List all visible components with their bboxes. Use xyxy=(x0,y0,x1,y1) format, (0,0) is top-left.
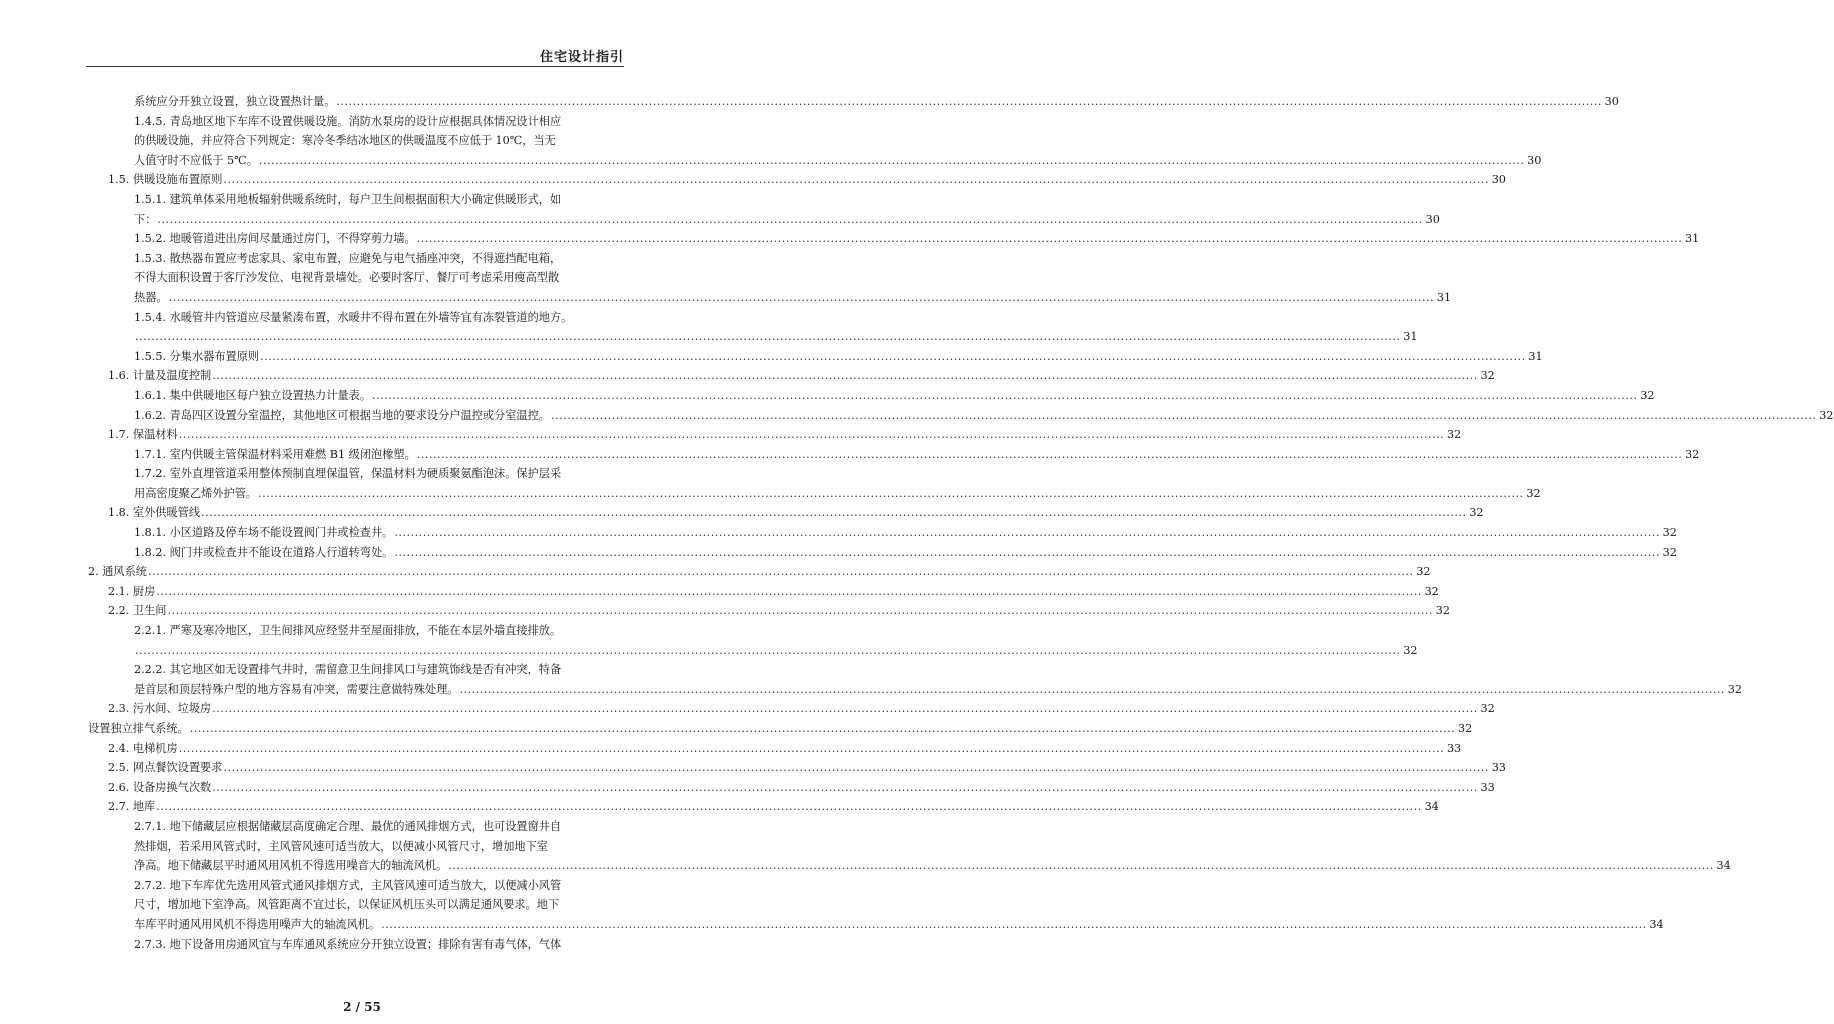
toc-entry[interactable] xyxy=(0,347,1543,367)
toc-entry[interactable] xyxy=(0,151,1542,171)
toc-page-number: 32 xyxy=(1662,545,1677,559)
toc-leader-dots xyxy=(179,739,1445,759)
toc-entry-text: 人值守时不应低于 5℃。 xyxy=(134,153,258,167)
toc-entry-text: 1.8.1. 小区道路及停车场不能设置阀门井或检查井。 xyxy=(134,526,394,540)
toc-page-number: 30 xyxy=(1425,212,1440,226)
toc-page-number: 33 xyxy=(1480,780,1495,794)
toc-leader-dots xyxy=(156,582,1422,602)
toc-entry-text: 1.6.2. 青岛四区设置分室温控，其他地区可根据当地的要求设分户温控或分室温控。 xyxy=(134,408,550,422)
toc-leader-dots xyxy=(212,778,1478,798)
toc-entry-text: 2.5. 网点餐饮设置要求 xyxy=(108,761,223,775)
toc-leader-dots xyxy=(135,641,1401,661)
toc-page-number: 32 xyxy=(1727,682,1742,696)
toc-entry-text: 1.6.1. 集中供暖地区每户独立设置热力计量表。 xyxy=(134,388,371,402)
page-header xyxy=(86,44,624,67)
toc-entry xyxy=(0,621,724,641)
toc-entry xyxy=(0,895,724,915)
toc-leader-dots xyxy=(394,543,1660,563)
toc-entry[interactable] xyxy=(0,778,1495,798)
toc-entry xyxy=(0,464,724,484)
toc-page-number: 34 xyxy=(1716,859,1731,873)
toc-entry[interactable] xyxy=(0,582,1439,602)
toc-entry-text: 热器。 xyxy=(134,290,168,304)
toc-entry xyxy=(0,935,724,955)
toc-entry[interactable] xyxy=(0,425,1462,445)
toc-entry-text: 尺寸，增加地下室净高。风管距离不宜过长，以保证风机压头可以满足通风要求。地下 xyxy=(134,898,560,912)
toc-page-number: 32 xyxy=(1480,369,1495,383)
toc-entry-text: 2. 通风系统 xyxy=(88,565,147,579)
toc-leader-dots xyxy=(260,347,1526,367)
toc-entry-text: 1.6. 计量及温度控制 xyxy=(108,369,212,383)
toc-entry-text: 系统应分开独立设置，独立设置热计量。 xyxy=(134,95,336,108)
toc-entry-text: 2.4. 电梯机房 xyxy=(108,741,178,755)
toc-page-number: 32 xyxy=(1424,584,1439,598)
toc-entry xyxy=(0,308,724,328)
toc-entry-text: 1.7. 保温材料 xyxy=(108,428,178,442)
toc-page-number: 31 xyxy=(1528,349,1543,363)
toc-page-number: 30 xyxy=(1604,95,1619,108)
toc-page-number: 32 xyxy=(1640,388,1655,402)
toc-page-number: 32 xyxy=(1819,408,1834,422)
toc-entry[interactable] xyxy=(0,406,1834,426)
toc-entry-text: 1.5.1. 建筑单体采用地板辐射供暖系统时，每户卫生间根据面积大小确定供暖形式，如 xyxy=(134,192,562,206)
toc-entry[interactable] xyxy=(0,699,1495,719)
toc-page-number: 32 xyxy=(1446,428,1462,442)
toc-page-number: 33 xyxy=(1446,741,1462,755)
toc-page-number: 32 xyxy=(1457,722,1473,735)
toc-entry-text: 2.7. 地库 xyxy=(108,800,156,814)
toc-entry-text: 1.8. 室外供暖管线 xyxy=(108,506,201,520)
toc-page-number: 34 xyxy=(1424,800,1439,814)
toc-leader-dots xyxy=(157,210,1423,230)
toc-leader-dots xyxy=(394,523,1660,543)
toc-entry-text: 1.5. 供暖设施布置原则 xyxy=(108,173,223,187)
toc-entry-text: 2.7.2. 地下车库优先选用风管式通风排烟方式，主风管风速可适当放大，以便减小风管 xyxy=(134,878,562,892)
toc-entry xyxy=(0,817,724,837)
toc-page-number: 30 xyxy=(1491,173,1506,187)
toc-entry-text: 1.8.2. 阀门井或检查井不能设在道路人行道转弯处。 xyxy=(134,545,394,559)
toc-entry xyxy=(0,112,724,132)
toc-entry xyxy=(0,837,724,857)
toc-entry[interactable] xyxy=(0,856,1731,876)
toc-entry-text: 2.1. 厨房 xyxy=(108,584,156,598)
toc-leader-dots xyxy=(135,327,1401,347)
toc-entry[interactable] xyxy=(0,288,1452,308)
toc-entry-text: 不得大面积设置于客厅沙发位、电视背景墙处。必要时客厅、餐厅可考虑采用瘦高型散 xyxy=(134,271,560,285)
toc-page-number: 34 xyxy=(1649,917,1664,931)
toc-entry-text: 设置独立排气系统。 xyxy=(88,722,189,735)
toc-entry[interactable] xyxy=(0,719,1473,739)
toc-leader-dots xyxy=(201,503,1467,523)
toc-entry[interactable] xyxy=(0,386,1655,406)
toc-page-number: 31 xyxy=(1403,330,1418,344)
toc-page-number: 32 xyxy=(1469,506,1484,520)
toc-leader-dots xyxy=(459,680,1725,700)
toc-entry[interactable] xyxy=(0,601,1450,621)
toc-entry-text: 2.2.1. 严寒及寒冷地区，卫生间排风应经竖井至屋面排放，不能在本层外墙直接排放。 xyxy=(134,624,562,638)
toc-page-number: 32 xyxy=(1662,526,1677,540)
toc-entry[interactable] xyxy=(0,445,1700,465)
header-title: 住宅设计指引 xyxy=(539,50,624,65)
toc-entry[interactable] xyxy=(0,641,1418,661)
toc-entry-text: 1.5.5. 分集水器布置原则 xyxy=(134,349,260,363)
toc-entry-text: 2.7.3. 地下设备用房通风宜与车库通风系统应分开独立设置；排除有害有毒气体，气体 xyxy=(134,937,562,951)
toc-entry[interactable] xyxy=(0,543,1677,563)
toc-entry-text: 用高密度聚乙烯外护管。 xyxy=(134,486,258,500)
toc-leader-dots xyxy=(223,170,1489,190)
toc-page-number: 32 xyxy=(1416,565,1431,579)
toc-leader-dots xyxy=(417,445,1683,465)
toc-entry[interactable] xyxy=(0,327,1418,347)
toc-entry xyxy=(0,190,724,210)
toc-entry[interactable] xyxy=(0,92,1619,112)
toc-entry-text: 1.5.2. 地暖管道进出房间尽量通过房门，不得穿剪力墙。 xyxy=(134,232,416,246)
toc-entry[interactable] xyxy=(0,170,1506,190)
toc-page-number: 31 xyxy=(1685,232,1700,246)
toc-entry-text: 2.6. 设备房换气次数 xyxy=(108,780,212,794)
toc-entry xyxy=(0,268,724,288)
toc-entry-text: 然排烟，若采用风管式时，主风管风速可适当放大，以便减小风管尺寸，增加地下室 xyxy=(134,839,548,853)
toc-page-number: 33 xyxy=(1491,761,1506,775)
toc-leader-dots xyxy=(212,366,1478,386)
toc-entry xyxy=(0,876,724,896)
toc-page-number: 31 xyxy=(1436,290,1452,304)
toc-entry-text: 车库平时通风用风机不得选用噪声大的轴流风机。 xyxy=(134,917,381,931)
toc-entry-text: 1.4.5. 青岛地区地下车库不设置供暖设施。消防水泵房的设计应根据具体情况设计相应 xyxy=(134,114,562,128)
toc-leader-dots xyxy=(448,856,1714,876)
toc-entry-text: 1.7.2. 室外直埋管道采用整体预制直埋保温管，保温材料为硬质聚氨酯泡沫。保护层采 xyxy=(134,467,562,481)
toc-page-number: 32 xyxy=(1403,643,1418,657)
toc-leader-dots xyxy=(258,484,1524,504)
toc-leader-dots xyxy=(148,562,1414,582)
toc-leader-dots xyxy=(179,425,1445,445)
toc-entry[interactable] xyxy=(0,680,1742,700)
toc-leader-dots xyxy=(372,386,1638,406)
page-number: 2 / 55 xyxy=(343,1000,381,1014)
toc-leader-dots xyxy=(223,758,1489,778)
toc-page-number: 32 xyxy=(1480,702,1495,716)
toc-leader-dots xyxy=(167,601,1433,621)
toc-entry xyxy=(0,249,724,269)
toc-entry-text: 1.7.1. 室内供暖主管保温材料采用难燃 B1 级闭泡橡塑。 xyxy=(134,447,416,461)
toc-leader-dots xyxy=(212,699,1478,719)
toc-entry[interactable] xyxy=(0,797,1439,817)
toc-entry-text: 下： xyxy=(134,212,157,226)
toc-page-number: 32 xyxy=(1526,486,1541,500)
toc-entry-text: 2.2.2. 其它地区如无设置排气井时，需留意卫生间排风口与建筑饰线是否有冲突，特备 xyxy=(134,663,562,677)
toc-entry xyxy=(0,131,724,151)
toc-entry-text: 2.7.1. 地下储藏层应根据储藏层高度确定合理、最优的通风排烟方式，也可设置窗井自 xyxy=(134,819,562,833)
toc-leader-dots xyxy=(259,151,1525,171)
toc-entry-text: 是首层和顶层特殊户型的地方容易有冲突，需要注意做特殊处理。 xyxy=(134,682,459,696)
toc-entry[interactable] xyxy=(0,229,1700,249)
toc-entry xyxy=(0,660,724,680)
toc-entry-text: 1.5.3. 散热器布置应考虑家具、家电布置，应避免与电气插座冲突，不得遮挡配电箱， xyxy=(134,251,562,265)
toc-entry-text: 2.3. 污水间、垃圾房 xyxy=(108,702,212,716)
toc-entry-text: 净高。地下储藏层平时通风用风机不得选用噪音大的轴流风机。 xyxy=(134,859,448,873)
toc-entry[interactable] xyxy=(0,523,1677,543)
toc-entry-text: 2.2. 卫生间 xyxy=(108,604,167,618)
toc-leader-dots xyxy=(190,719,1456,739)
toc-leader-dots xyxy=(156,797,1422,817)
toc-entry[interactable] xyxy=(0,366,1495,386)
toc-page-number: 30 xyxy=(1527,153,1542,167)
toc-page-number: 32 xyxy=(1435,604,1450,618)
toc-entry[interactable] xyxy=(0,503,1484,523)
toc-entry-text: 的供暖设施，并应符合下列规定：寒冷冬季结冰地区的供暖温度不应低于 10℃，当无 xyxy=(134,134,556,148)
toc-entry[interactable] xyxy=(0,484,1541,504)
toc-leader-dots xyxy=(336,92,1602,112)
toc-leader-dots xyxy=(169,288,1435,308)
toc-leader-dots xyxy=(381,915,1647,935)
toc-page-number: 32 xyxy=(1685,447,1700,461)
toc-entry[interactable] xyxy=(0,758,1506,778)
toc-entry[interactable] xyxy=(0,739,1462,759)
toc-entry[interactable] xyxy=(0,210,1440,230)
table-of-contents xyxy=(0,92,1834,954)
toc-entry-text: 1.5.4. 水暖管井内管道应尽量紧凑布置，水暖井不得布置在外墙等宜有冻裂管道的地方。 xyxy=(134,310,573,324)
toc-leader-dots xyxy=(417,229,1683,249)
toc-entry[interactable] xyxy=(0,915,1664,935)
toc-entry[interactable] xyxy=(0,562,1431,582)
toc-leader-dots xyxy=(551,406,1817,426)
